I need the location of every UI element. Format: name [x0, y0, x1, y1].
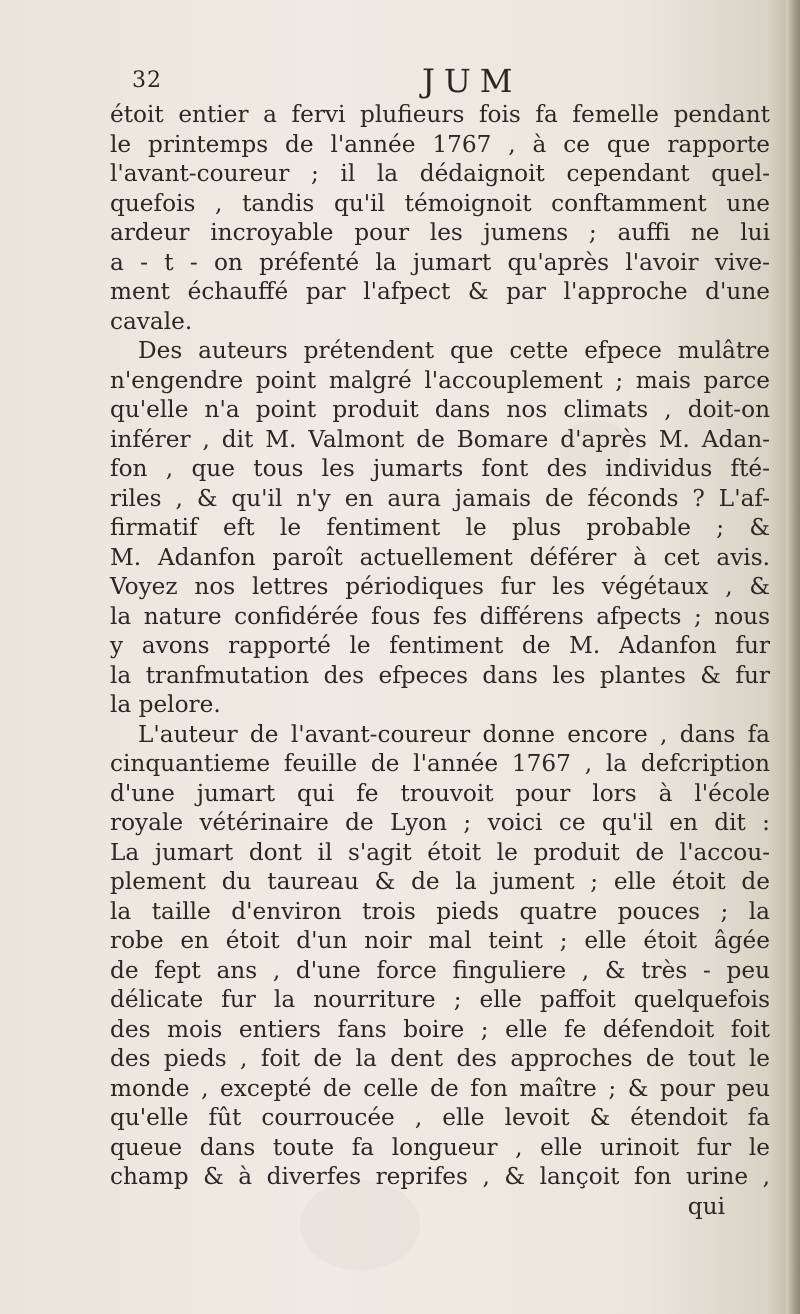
- text-line: cinquantieme feuille de l'année 1767 , la defcription: [110, 750, 770, 777]
- text-line: qu'elle fût courroucée , elle levoit & étendoit fa: [110, 1104, 770, 1131]
- page-number: 32: [132, 68, 162, 93]
- text-line: étoit entier a fervi plufieurs fois fa femelle pendant: [110, 101, 770, 128]
- text-line: monde , excepté de celle de fon maître ; & pour peu: [110, 1074, 770, 1102]
- text-line: Voyez nos lettres périodiques fur les végétaux , &: [110, 573, 770, 600]
- text-line: cavale.: [110, 307, 193, 335]
- paragraph-start-line: L'auteur de l'avant-coureur donne encore , dans fa: [138, 720, 770, 748]
- text-line: fon , que tous les jumarts font des individus fté-: [110, 455, 770, 482]
- text-line: firmatif eft le fentiment le plus probable ; &: [110, 514, 770, 541]
- text-line: inférer , dit M. Valmont de Bomare d'après M. Adan-: [110, 425, 770, 453]
- text-line: le printemps de l'année 1767 , à ce que rapporte: [110, 130, 770, 158]
- text-line: robe en étoit d'un noir mal teint ; elle étoit âgée: [110, 927, 770, 954]
- paragraph-start-line: Des auteurs prétendent que cette efpece mulâtre: [138, 337, 770, 364]
- text-line: d'une jumart qui fe trouvoit pour lors à l'école: [110, 779, 770, 807]
- text-line: de fept ans , d'une force finguliere , & très - peu: [110, 956, 770, 984]
- text-line: la nature confidérée fous fes différens afpects ; nous: [110, 602, 770, 630]
- text-line: a - t - on préfenté la jumart qu'après l'avoir vive-: [110, 248, 770, 276]
- text-line: ment échauffé par l'afpect & par l'approche d'une: [110, 278, 770, 305]
- text-line: des mois entiers fans boire ; elle fe défendoit foit: [110, 1015, 770, 1043]
- text-line: M. Adanfon paroît actuellement déférer à cet avis.: [110, 543, 770, 571]
- page-text: [110, 100, 770, 1221]
- page-header: [120, 62, 780, 100]
- text-line: ardeur incroyable pour les jumens ; auffi ne lui: [110, 219, 770, 246]
- page-edge-shadow: [786, 0, 800, 1314]
- text-line: la tranfmutation des efpeces dans les plantes & fur: [110, 661, 770, 689]
- text-line: la pelore.: [110, 691, 221, 718]
- text-line: quefois , tandis qu'il témoignoit conftamment une: [110, 189, 770, 217]
- text-line: queue dans toute fa longueur , elle urinoit fur le: [110, 1133, 770, 1161]
- text-line: plement du taureau & de la jument ; elle étoit de: [110, 868, 770, 895]
- catchword: qui: [687, 1192, 725, 1220]
- text-line: n'engendre point malgré l'accouplement ; mais parce: [110, 366, 770, 394]
- text-line: y avons rapporté le fentiment de M. Adanfon fur: [110, 632, 770, 659]
- text-line: la taille d'environ trois pieds quatre pouces ; la: [110, 897, 770, 925]
- text-line: qu'elle n'a point produit dans nos climats , doit-on: [110, 396, 770, 423]
- text-line: La jumart dont il s'agit étoit le produit de l'accou-: [110, 838, 770, 866]
- text-line: délicate fur la nourriture ; elle paffoit quelquefois: [110, 986, 770, 1013]
- text-line: l'avant-coureur ; il la dédaignoit cependant quel-: [110, 160, 770, 187]
- text-line: riles , & qu'il n'y en aura jamais de féconds ? L'af-: [110, 484, 770, 512]
- running-title: JUM: [422, 62, 522, 100]
- text-line: champ & à diverfes reprifes , & lançoit fon urine ,: [110, 1163, 770, 1190]
- text-line: des pieds , foit de la dent des approches de tout le: [110, 1045, 770, 1072]
- text-line: royale vétérinaire de Lyon ; voici ce qu'il en dit :: [110, 809, 770, 836]
